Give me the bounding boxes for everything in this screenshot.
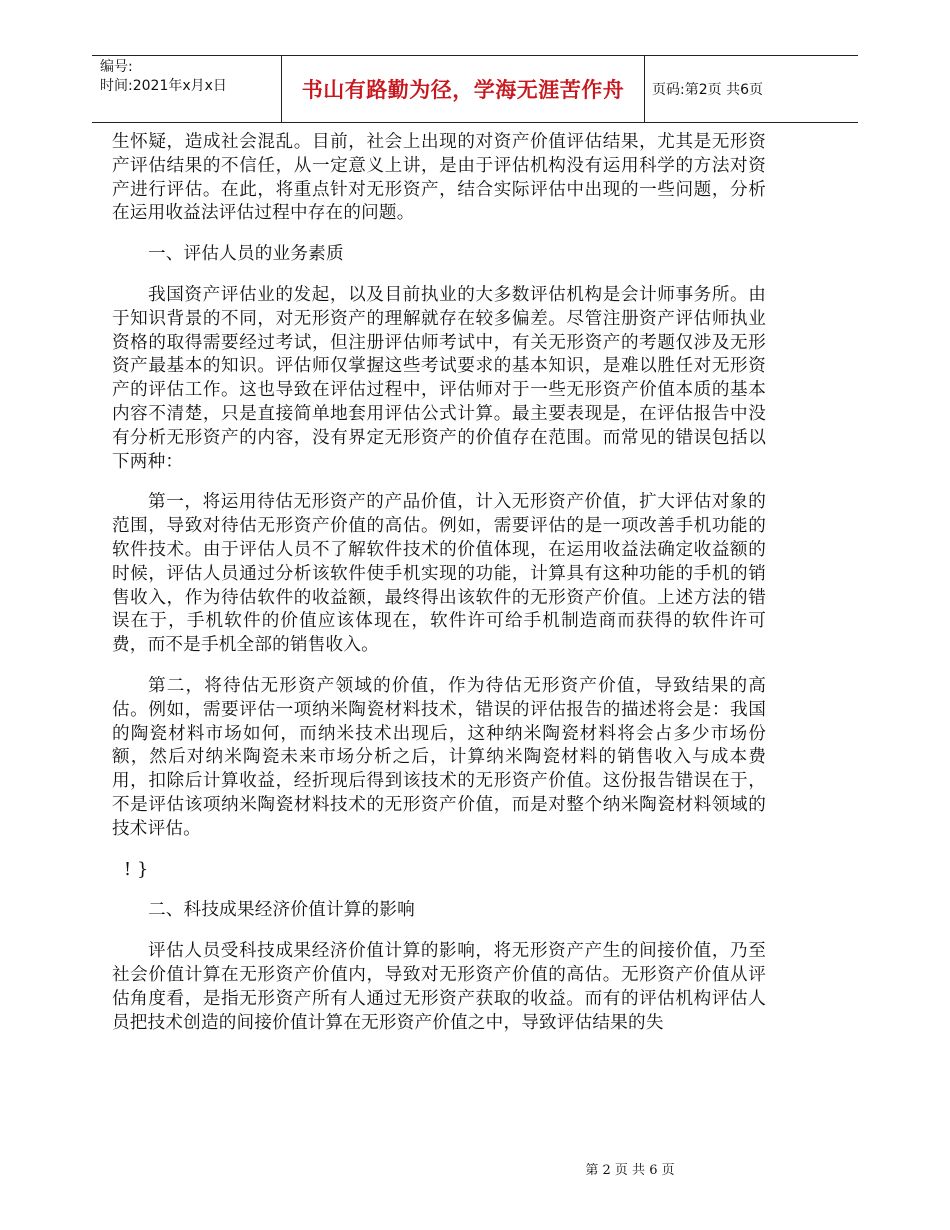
section-heading: 二、科技成果经济价值计算的影响 (148, 900, 415, 921)
body-paragraph: 生怀疑，造成社会混乱。目前，社会上出现的对资产价值评估结果，尤其是无形资产评估结果的不信任，从一定意义上讲，是由于评估机构没有运用科学的方法对资产进行评估。在此，将重点针对无形资产，结合实际评估中出现的一些问题，分析在运用收益法评估过程中存在的问题。 (112, 132, 766, 224)
body-paragraph: 第二，将待估无形资产领域的价值，作为待估无形资产价值，导致结果的高估。例如，需要评估一项纳米陶瓷材料技术，错误的评估报告的描述将会是：我国的陶瓷材料市场如何，而纳米技术出现后，这种纳米陶瓷材料将会占多少市场份额，然后对纳米陶瓷未来市场分析之后，计算纳米陶瓷材料的销售收入与成本费用，扣除后计算收益，经折现后得到该技术的无形资产价值。这份报告错误在于，不是评估该项纳米陶瓷材料技术的无形资产价值，而是对整个纳米陶瓷材料领域的技术评估。 (112, 675, 766, 839)
header-motto: 书山有路勤为径，学海无涯苦作舟 (282, 56, 645, 122)
document-body (112, 131, 766, 1052)
page-header (92, 55, 858, 123)
header-page-info: 页码:第2页 共6页 (652, 82, 763, 98)
body-paragraph: 我国资产评估业的发起，以及目前执业的大多数评估机构是会计师事务所。由于知识背景的不同，对无形资产的理解就存在较多偏差。尽管注册资产评估师执业资格的取得需要经过考试，但注册评估师考试中，有关无形资产的考题仅涉及无形资产最基本的知识。评估师仅掌握这些考试要求的基本知识，是难以胜任对无形资产的评估工作。这也导致在评估过程中，评估师对于一些无形资产价值本质的基本内容不清楚，只是直接简单地套用评估公式计算。最主要表现是，在评估报告中没有分析无形资产的内容，没有界定无形资产的价值存在范围。而常见的错误包括以下两种： (112, 284, 766, 472)
header-meta (92, 56, 282, 122)
body-paragraph: 第一，将运用待估无形资产的产品价值，计入无形资产价值，扩大评估对象的范围，导致对待估无形资产价值的高估。例如，需要评估的是一项改善手机功能的软件技术。由于评估人员不了解软件技术的价值体现，在运用收益法确定收益额的时候，评估人员通过分析该软件使手机实现的功能，计算具有这种功能的手机的销售收入，作为待估软件的收益额，最终得出该软件的无形资产价值。上述方法的错误在于，手机软件的价值应该体现在，软件许可给手机制造商而获得的软件许可费，而不是手机全部的销售收入。 (112, 492, 766, 656)
document-number-label: 编号: (100, 59, 133, 75)
document-time-label: 时间:2021年x月x日 (100, 78, 227, 94)
stray-marker: ! } (124, 859, 149, 880)
page-footer: 第 2 页 共 6 页 (585, 1163, 675, 1178)
section-heading: 一、评估人员的业务素质 (148, 244, 344, 265)
body-paragraph: 评估人员受科技成果经济价值计算的影响，将无形资产产生的间接价值，乃至社会价值计算在无形资产价值内，导致对无形资产价值的高估。无形资产价值从评估角度看，是指无形资产所有人通过无形资产获取的收益。而有的评估机构评估人员把技术创造的间接价值计算在无形资产价值之中，导致评估结果的失 (112, 941, 766, 1033)
